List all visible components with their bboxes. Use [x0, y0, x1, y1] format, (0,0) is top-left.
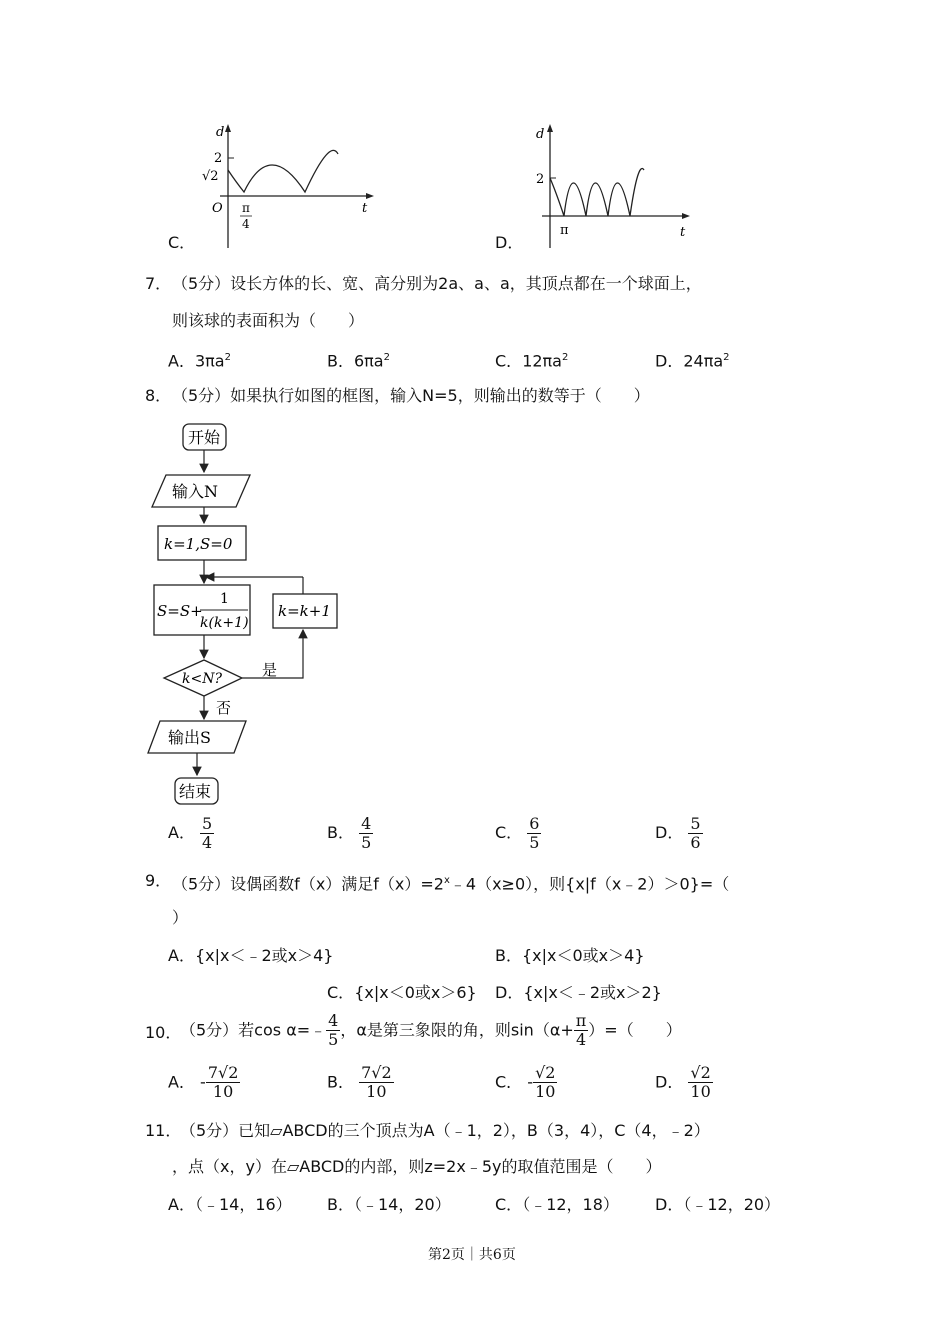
- q8-number: 8．: [145, 386, 172, 405]
- graph-c-origin: O: [212, 201, 223, 216]
- graph-d-tick-2: 2: [536, 172, 545, 187]
- q9-option-a[interactable]: A．{x|x＜﹣2或x＞4}: [168, 946, 334, 965]
- flow-increment: k=k+1: [278, 602, 331, 620]
- graph-c-tick-sqrt2: √2: [202, 169, 219, 184]
- graph-c-tick-pi: π: [242, 201, 250, 215]
- q9-option-b[interactable]: B．{x|x＜0或x＞4}: [495, 946, 645, 965]
- q6-option-c-label[interactable]: C．: [168, 233, 196, 252]
- q10-option-a[interactable]: A． - $\frac{7√2}{10}$: [168, 1063, 239, 1101]
- flow-input: 输入N: [172, 482, 219, 501]
- flow-output: 输出S: [168, 728, 211, 747]
- graph-c: [190, 120, 390, 250]
- q9-number: 9．: [145, 871, 172, 890]
- flow-assign-left: S=S+: [157, 602, 203, 620]
- q10-option-c[interactable]: C． - $\frac{√2}{10}$: [495, 1063, 556, 1101]
- flow-no: 否: [216, 699, 232, 717]
- q11-stem-line1: （5分）已知▱ABCD的三个顶点为A（﹣1，2），B（3，4），C（4，﹣2）: [180, 1121, 710, 1140]
- q7-stem-line2: 则该球的表面积为（ ）: [172, 311, 365, 330]
- q10-stem: （5分）若cos α=﹣ $\frac{4}{5}$ ，α是第三象限的角，则sin（α+ $\frac{\pi}{4}$ ）=（ ）: [180, 1011, 682, 1049]
- graph-d: [520, 120, 700, 250]
- q8-stem: （5分）如果执行如图的框图，输入N=5，则输出的数等于（ ）: [172, 386, 650, 405]
- graph-d-tick-pi: π: [560, 223, 569, 238]
- q11-number: 11．: [145, 1121, 182, 1140]
- q8-option-c[interactable]: C． $\frac{6}{5}$: [495, 814, 540, 852]
- flow-yes: 是: [262, 661, 278, 679]
- flow-assign-den: k(k+1): [200, 615, 249, 631]
- q7-stem-line1: （5分）设长方体的长、宽、高分别为2a、a、a，其顶点都在一个球面上，: [172, 274, 702, 293]
- q7-number: 7．: [145, 274, 172, 293]
- flow-cond: k<N?: [182, 671, 222, 687]
- q10-option-b[interactable]: B． $\frac{7√2}{10}$: [327, 1063, 392, 1101]
- flow-init: k=1,S=0: [164, 535, 233, 553]
- graph-d-y-label: d: [536, 127, 545, 142]
- flow-assign-num: 1: [220, 591, 229, 607]
- q6-option-d-label[interactable]: D．: [495, 233, 524, 252]
- graph-c-tick-2: 2: [214, 151, 223, 166]
- q8-option-b[interactable]: B． $\frac{4}{5}$: [327, 814, 372, 852]
- graph-c-x-label: t: [362, 201, 368, 216]
- q7-option-c[interactable]: C．$12\pi a^2$: [495, 351, 569, 371]
- flowchart: [140, 415, 360, 815]
- flow-end: 结束: [179, 782, 212, 801]
- q11-option-d[interactable]: D．（﹣12，20）: [655, 1195, 781, 1214]
- q9-option-c[interactable]: C．{x|x＜0或x＞6}: [327, 983, 477, 1002]
- q9-stem-line1: （5分）设偶函数f（x）满足$f(x)=2^x﹣4(x\ge 0)$，则{x|f（x﹣2）＞0}=（: [172, 874, 730, 894]
- flow-start: 开始: [188, 428, 221, 447]
- q7-option-b[interactable]: B．$6\pi a^2$: [327, 351, 390, 371]
- page-footer: 第2页｜共6页: [428, 1247, 516, 1263]
- q8-option-d[interactable]: D． $\frac{5}{6}$: [655, 814, 701, 852]
- q9-option-d[interactable]: D．{x|x＜﹣2或x＞2}: [495, 983, 662, 1002]
- q11-option-b[interactable]: B．（﹣14，20）: [327, 1195, 451, 1214]
- q7-option-d[interactable]: D．$24\pi a^2$: [655, 351, 730, 371]
- q10-option-d[interactable]: D． $\frac{√2}{10}$: [655, 1063, 711, 1101]
- q9-stem-line2: ）: [172, 908, 189, 927]
- q10-number: 10．: [145, 1023, 182, 1042]
- q11-stem-line2: ，点（x，y）在▱ABCD的内部，则z=2x﹣5y的取值范围是（ ）: [172, 1157, 662, 1176]
- q8-option-a[interactable]: A． $\frac{5}{4}$: [168, 814, 213, 852]
- q7-option-a[interactable]: A．$3\pi a^2$: [168, 351, 231, 371]
- q11-option-c[interactable]: C．（﹣12，18）: [495, 1195, 619, 1214]
- graph-c-y-label: d: [216, 125, 225, 140]
- graph-d-x-label: t: [680, 225, 686, 240]
- graph-c-tick-4: 4: [242, 217, 250, 231]
- q11-option-a[interactable]: A．（﹣14，16）: [168, 1195, 292, 1214]
